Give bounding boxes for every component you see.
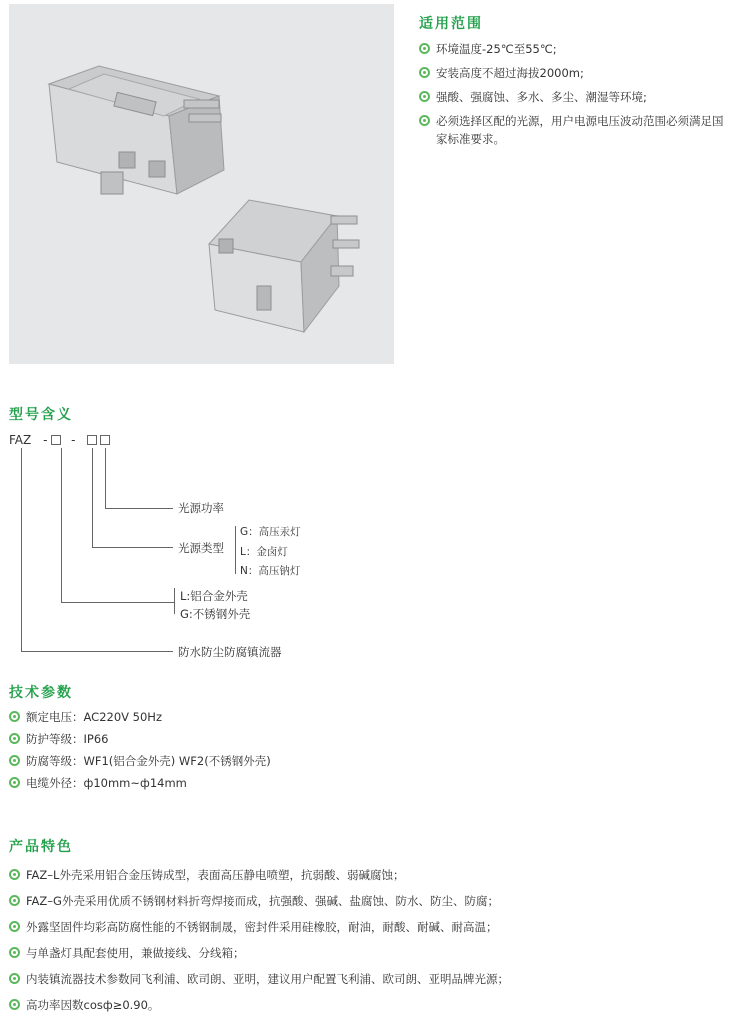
list-item [9,731,409,753]
list-item [9,709,409,731]
code-box-power [100,435,110,445]
list-item [419,41,744,65]
list-item [419,113,744,131]
scope-title: 适用范围 [419,16,483,32]
list-item [9,971,744,997]
power-label: 光源功率 [178,501,224,515]
list-item-continuation: 家标准要求。 [436,132,505,146]
bullet-icon [9,921,20,932]
lamp-type-bracket [235,526,236,574]
list-item [9,945,744,971]
lamp-type-l: L：金卤灯 [240,546,288,558]
feature-item-text: FAZ–G外壳采用优质不锈钢材料折弯焊接而成，抗强酸、强碱、盐腐蚀、防水、防尘、防腐； [26,894,499,908]
bullet-icon [9,947,20,958]
feature-item-text: 内装镇流器技术参数同飞利浦、欧司朗、亚明，建议用户配置飞利浦、欧司朗、亚明品牌光源； [26,972,509,986]
list-item [9,997,744,1017]
list-item [9,753,409,775]
stainless-enclosure [209,200,359,332]
scope-item-text: 安装高度不超过海拔2000m; [436,66,584,80]
scope-item-text: 环境温度-25℃至55℃; [436,42,557,56]
aluminum-enclosure [49,66,224,194]
bullet-icon [9,869,20,880]
connector-line [21,448,22,651]
scope-item-text: 强酸、强腐蚀、多水、多尘、潮湿等环境; [436,90,647,104]
product-name: 防水防尘防腐镇流器 [178,645,282,659]
bullet-icon [9,999,20,1010]
lamp-type-label: 光源类型 [178,541,224,555]
bullet-icon [9,973,20,984]
connector-line [61,448,62,602]
connector-line [105,448,106,508]
list-item [9,919,744,945]
code-box-shell [51,435,61,445]
connector-line [92,448,93,547]
product-photo [9,4,394,364]
list-item [9,867,744,893]
bullet-icon [9,755,20,766]
model-prefix: FAZ [9,433,32,447]
feature-item-text: 与单盏灯具配套使用，兼做接线、分线箱； [26,946,245,960]
connector-line [61,602,174,603]
list-item [419,65,744,89]
feature-item-text: FAZ–L外壳采用铝合金压铸成型，表面高压静电喷塑，抗弱酸、弱碱腐蚀； [26,868,405,882]
scope-list [419,41,744,147]
bullet-icon [419,43,430,54]
model-dash: - [43,433,48,447]
list-item [9,775,409,797]
features-title: 产品特色 [9,839,73,855]
shell-type-g: G:不锈钢外壳 [180,607,251,621]
model-dash: - [71,433,76,447]
feature-item-text: 外露坚固件均彩高防腐性能的不锈钢制晟，密封件采用硅橡胶，耐油，耐酸、耐碱、耐高温； [26,920,498,934]
list-item [9,893,744,919]
bullet-icon [9,711,20,722]
tech-title: 技术参数 [9,685,73,701]
connector-line [92,547,173,548]
tech-item-text: 防腐等级：WF1(铝合金外壳) WF2(不锈钢外壳) [26,754,271,768]
bullet-icon [419,67,430,78]
tech-list [9,709,409,797]
ballast-enclosures-image [9,4,394,364]
connector-bracket [174,588,175,614]
shell-type-l: L:铝合金外壳 [180,589,248,603]
bullet-icon [9,777,20,788]
bullet-icon [9,733,20,744]
connector-line [105,508,173,509]
lamp-type-n: N：高压钠灯 [240,565,301,577]
feature-item-text: 高功率因数cosф≥0.90。 [26,998,160,1012]
model-code [9,433,110,447]
bullet-icon [9,895,20,906]
list-item [419,89,744,113]
tech-item-text: 防护等级：IP66 [26,732,109,746]
code-box-type [87,435,97,445]
bullet-icon [419,115,430,126]
tech-item-text: 额定电压：AC220V 50Hz [26,710,162,724]
tech-item-text: 电缆外径：ф10mm~ф14mm [26,776,187,790]
scope-item-text: 必须选择区配的光源，用户电源电压波动范围必须满足国 [436,114,724,128]
features-list [9,867,744,1017]
lamp-type-g: G：高压汞灯 [240,526,301,538]
bullet-icon [419,91,430,102]
connector-line [21,651,173,652]
model-title: 型号含义 [9,407,73,423]
